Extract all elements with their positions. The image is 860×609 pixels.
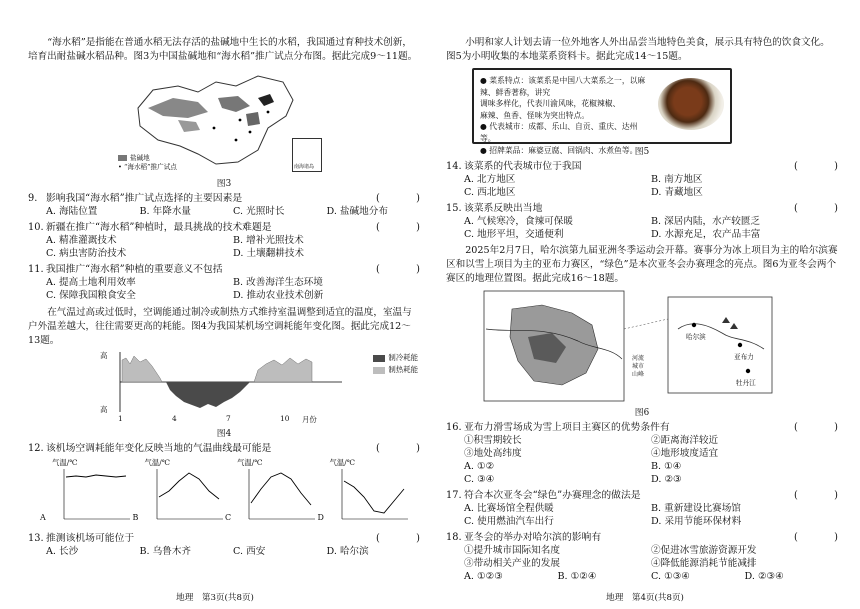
x-axis-unit: 月份 (302, 415, 317, 424)
legend-peak: 山峰 (632, 371, 645, 378)
close-paren: ) (834, 203, 838, 214)
card-line-2: 调味多样化，代表川渝风味，花椒辣椒、 (480, 99, 621, 109)
question-10-stem: 新疆在推广“海水稻”种植时，最具挑战的技术难题是 (46, 222, 272, 233)
answer-bracket-10[interactable] (376, 221, 420, 234)
cooling-series (166, 382, 250, 408)
option-13d[interactable]: D. 哈尔滨 (326, 546, 369, 557)
y-axis-bottom-label: 高 (100, 405, 108, 414)
statement-16-3: ③地处高纬度 (464, 448, 522, 459)
answer-bracket-13[interactable] (376, 532, 420, 545)
close-paren: ) (834, 490, 838, 501)
figure-3-caption: 图3 (216, 179, 232, 189)
option-17d[interactable]: D. 采用节能环保材料 (651, 516, 742, 527)
question-10 (28, 221, 420, 234)
statement-18-1: ①提升城市国际知名度 (464, 545, 560, 556)
option-9a[interactable]: A. 海陆位置 (46, 206, 98, 217)
intro-9-11: “海水稻”是指能在普通水稻无法存活的盐碱地中生长的水稻，我国通过育种技术创新，培育出耐盐碱水稻品种。图3为中国盐碱地和“海水稻”推广试点分布图。据此完成9～11题。 (28, 37, 418, 62)
statement-18-3: ③带动相关产业的发展 (464, 558, 560, 569)
question-14-number: 14. (446, 161, 462, 172)
question-16-stem: 亚布力滑雪场成为雪上项目主赛区的优势条件有 (464, 422, 670, 433)
legend-trial: “海水稻”推广试点 (124, 163, 177, 171)
option-18d[interactable]: D. ②③④ (744, 571, 784, 582)
close-paren: ) (416, 222, 420, 233)
option-12d-label: D (317, 513, 324, 522)
option-14c[interactable]: C. 西北地区 (464, 187, 516, 198)
statement-16-4: ④地形坡度适宜 (651, 448, 719, 459)
dish-photo (658, 78, 724, 130)
label-harbin: 哈尔滨 (686, 333, 706, 341)
option-11d[interactable]: D. 推动农业技术创新 (233, 290, 324, 301)
option-12c-label: C (225, 513, 232, 522)
heating-series-early (122, 356, 162, 382)
open-paren: ( (376, 193, 380, 204)
answer-bracket-17[interactable] (794, 489, 838, 502)
statements-18 (446, 544, 838, 570)
chart-c-title: 气温/℃ (237, 458, 263, 467)
open-paren: ( (794, 161, 798, 172)
question-12-number: 12. (28, 443, 44, 454)
option-12b-label: B (132, 513, 139, 522)
open-paren: ( (794, 490, 798, 501)
x-tick-1: 1 (118, 414, 123, 423)
statement-16-1: ①积雪期较长 (464, 435, 522, 446)
option-17a[interactable]: A. 比赛场馆全程供暖 (464, 503, 554, 514)
answer-bracket-11[interactable] (376, 263, 420, 276)
option-14b[interactable]: B. 南方地区 (651, 174, 703, 185)
option-10d[interactable]: D. 土壤翻耕技术 (233, 248, 305, 259)
x-tick-10: 10 (280, 414, 290, 423)
option-11a[interactable]: A. 提高土地利用效率 (46, 277, 136, 288)
south-sea-inset (292, 138, 322, 172)
option-16c[interactable]: C. ③④ (464, 474, 495, 485)
question-13-number: 13. (28, 533, 44, 544)
question-15-number: 15. (446, 203, 462, 214)
close-paren: ) (834, 422, 838, 433)
option-12a-label: A (40, 513, 46, 522)
options-15 (446, 215, 838, 241)
options-10 (28, 234, 420, 260)
option-9d[interactable]: D. 盐碱地分布 (326, 206, 388, 217)
close-paren: ) (416, 193, 420, 204)
legend-city: 城市 (632, 363, 645, 370)
card-line-1: ● 菜系特点：该菜系是中国八大菜系之一，以麻辣、鲜香著称，讲究 (480, 76, 646, 97)
intro-16-18: 2025年2月7日，哈尔滨第九届亚洲冬季运动会开幕。赛事分为冰上项目为主的哈尔滨赛区和以雪上项目为主的亚布力赛区，“绿色”是本次亚冬会办赛理念的亮点。图6为亚冬会两个赛区的地理位置图。据此完成16～18题。 (446, 245, 838, 284)
question-16 (446, 421, 838, 434)
option-11c[interactable]: C. 保障我国粮食安全 (46, 290, 136, 301)
card-line-4: ● 代表城市：成都、乐山、自贡、重庆、达州等。 (480, 122, 638, 143)
options-16 (446, 460, 838, 486)
question-11-number: 11. (28, 264, 44, 275)
page-4-footer: 地理 第4页(共8页) (606, 593, 684, 603)
chart-a-title: 气温/℃ (52, 458, 78, 467)
legend-saline: 盐碱地 (130, 154, 150, 162)
option-18a[interactable]: A. ①②③ (464, 571, 503, 582)
question-10-number: 10. (28, 222, 44, 233)
close-paren: ) (416, 533, 420, 544)
answer-bracket-18[interactable] (794, 531, 838, 544)
page-3-footer: 地理 第3页(共8页) (176, 593, 254, 603)
exam-page-4 (430, 0, 860, 609)
x-tick-7: 7 (226, 414, 231, 423)
question-12-stem: 该机场空调耗能年变化反映当地的气温曲线最可能是 (46, 443, 272, 454)
statements-16 (446, 434, 838, 460)
question-17-number: 17. (446, 490, 462, 501)
figure-6-map (482, 289, 778, 405)
option-12a-chart[interactable] (40, 457, 129, 529)
figure-3-map (118, 68, 318, 176)
option-12b-chart[interactable] (132, 457, 222, 529)
question-14 (446, 160, 838, 173)
question-14-stem: 该菜系的代表城市位于我国 (464, 161, 582, 172)
options-17 (446, 502, 838, 528)
question-18 (446, 531, 838, 544)
option-10b[interactable]: B. 增补光照技术 (233, 235, 304, 246)
q12-option-charts (28, 457, 420, 529)
label-mudanjiang: 牡丹江 (736, 379, 756, 387)
legend-heating: 制热耗能 (388, 365, 418, 374)
option-18c[interactable]: C. ①③④ (651, 571, 690, 582)
question-15 (446, 202, 838, 215)
option-10c[interactable]: C. 病虫害防治技术 (46, 248, 127, 259)
close-paren: ) (834, 161, 838, 172)
question-9-stem: 影响我国“海水稻”推广试点选择的主要因素是 (46, 193, 243, 204)
figure-6-legend (632, 355, 644, 379)
heating-series-late (254, 358, 312, 382)
option-16b[interactable]: B. ①④ (651, 461, 682, 472)
open-paren: ( (794, 422, 798, 433)
question-9-number: 9. (28, 193, 38, 204)
option-17c[interactable]: C. 使用燃油汽车出行 (464, 516, 554, 527)
legend-cooling: 制冷耗能 (388, 353, 418, 362)
option-15b[interactable]: B. 深居内陆，水产较匮乏 (651, 216, 761, 227)
label-yabuli: 亚布力 (734, 353, 754, 361)
open-paren: ( (376, 222, 380, 233)
option-15c[interactable]: C. 地形平坦，交通便利 (464, 229, 564, 240)
question-17-stem: 符合本次亚冬会“绿色”办赛理念的做法是 (464, 490, 641, 501)
option-18b[interactable]: B. ①②④ (557, 571, 597, 582)
statement-18-2: ②促进冰雪旅游资源开发 (651, 545, 757, 556)
options-9 (28, 205, 420, 218)
option-12c-chart[interactable] (225, 457, 314, 529)
open-paren: ( (376, 264, 380, 275)
option-10a[interactable]: A. 精准灌溉技术 (46, 235, 117, 246)
question-11 (28, 263, 420, 276)
option-16d[interactable]: D. ②③ (651, 474, 682, 485)
inset-label: 南海诸岛 (294, 164, 315, 170)
option-12d-chart[interactable] (317, 457, 407, 529)
card-line-3: 麻辣、鱼香、怪味为突出特点。 (480, 110, 590, 120)
figure-5-caption: 图5 (634, 147, 650, 157)
option-14a[interactable]: A. 北方地区 (464, 174, 516, 185)
open-paren: ( (376, 533, 380, 544)
answer-bracket-9[interactable] (376, 192, 420, 205)
y-axis-top-label: 高 (100, 351, 108, 360)
question-12 (28, 442, 420, 455)
option-15a[interactable]: A. 气候寒冷，食辣可保暖 (464, 216, 573, 227)
options-18 (446, 570, 838, 583)
options-11 (28, 276, 420, 302)
option-13c[interactable]: C. 西安 (233, 546, 266, 557)
card-line-5: ● 招牌菜品：麻婆豆腐、回锅肉、水煮鱼等。 (480, 145, 638, 155)
open-paren: ( (376, 443, 380, 454)
option-9c[interactable]: C. 光照时长 (233, 206, 285, 217)
option-14d[interactable]: D. 青藏地区 (651, 187, 703, 198)
figure-3-legend: 盐碱地 • “海水稻”推广试点 (118, 154, 177, 171)
option-17b[interactable]: B. 重新建设比赛场馆 (651, 503, 741, 514)
chart-b-title: 气温/℃ (144, 458, 171, 467)
figure-4-legend (373, 352, 418, 376)
option-16a[interactable]: A. ①② (464, 461, 495, 472)
statement-16-2: ②距离海洋较近 (651, 435, 719, 446)
intro-12-13: 在气温过高或过低时，空调能通过制冷或制热方式维持室温调整到适宜的温度，室温与户外温差越大，往往需要更高的耗能。图4为我国某机场空调耗能年变化图。据此完成12～13题。 (28, 307, 412, 346)
option-15d[interactable]: D. 水源充足，农产品丰富 (651, 229, 761, 240)
figure-6-caption: 图6 (634, 408, 650, 418)
question-17 (446, 489, 838, 502)
chart-d-title: 气温/℃ (329, 458, 356, 467)
question-13-stem: 推测该机场可能位于 (46, 533, 135, 544)
close-paren: ) (416, 443, 420, 454)
options-13 (28, 545, 420, 558)
question-18-stem: 亚冬会的举办对哈尔滨的影响有 (464, 532, 602, 543)
close-paren: ) (834, 532, 838, 543)
open-paren: ( (794, 532, 798, 543)
figure-4-caption: 图4 (216, 429, 232, 439)
question-9 (28, 192, 420, 205)
option-11b[interactable]: B. 改善海洋生态环境 (233, 277, 323, 288)
option-9b[interactable]: B. 年降水量 (139, 206, 192, 217)
question-15-stem: 该菜系反映出当地 (464, 203, 543, 214)
option-13a[interactable]: A. 长沙 (46, 546, 79, 557)
close-paren: ) (416, 264, 420, 275)
intro-14-15: 小明和家人计划去请一位外地客人外出品尝当地特色美食，展示具有特色的饮食文化。图5为小明收集的本地菜系资料卡。据此完成14～15题。 (446, 37, 830, 62)
options-14 (446, 173, 838, 199)
legend-river: 河流 (632, 355, 645, 362)
option-13b[interactable]: B. 乌鲁木齐 (139, 546, 192, 557)
answer-bracket-16[interactable] (794, 421, 838, 434)
answer-bracket-15[interactable] (794, 202, 838, 215)
answer-bracket-12[interactable] (376, 442, 420, 455)
question-13 (28, 532, 420, 545)
answer-bracket-14[interactable] (794, 160, 838, 173)
open-paren: ( (794, 203, 798, 214)
question-11-stem: 我国推广“海水稻”种植的重要意义不包括 (46, 264, 223, 275)
figure-4-chart (96, 350, 418, 426)
question-18-number: 18. (446, 532, 462, 543)
question-16-number: 16. (446, 422, 462, 433)
statement-18-4: ④降低能源消耗节能减排 (651, 558, 757, 569)
x-tick-4: 4 (172, 414, 177, 423)
